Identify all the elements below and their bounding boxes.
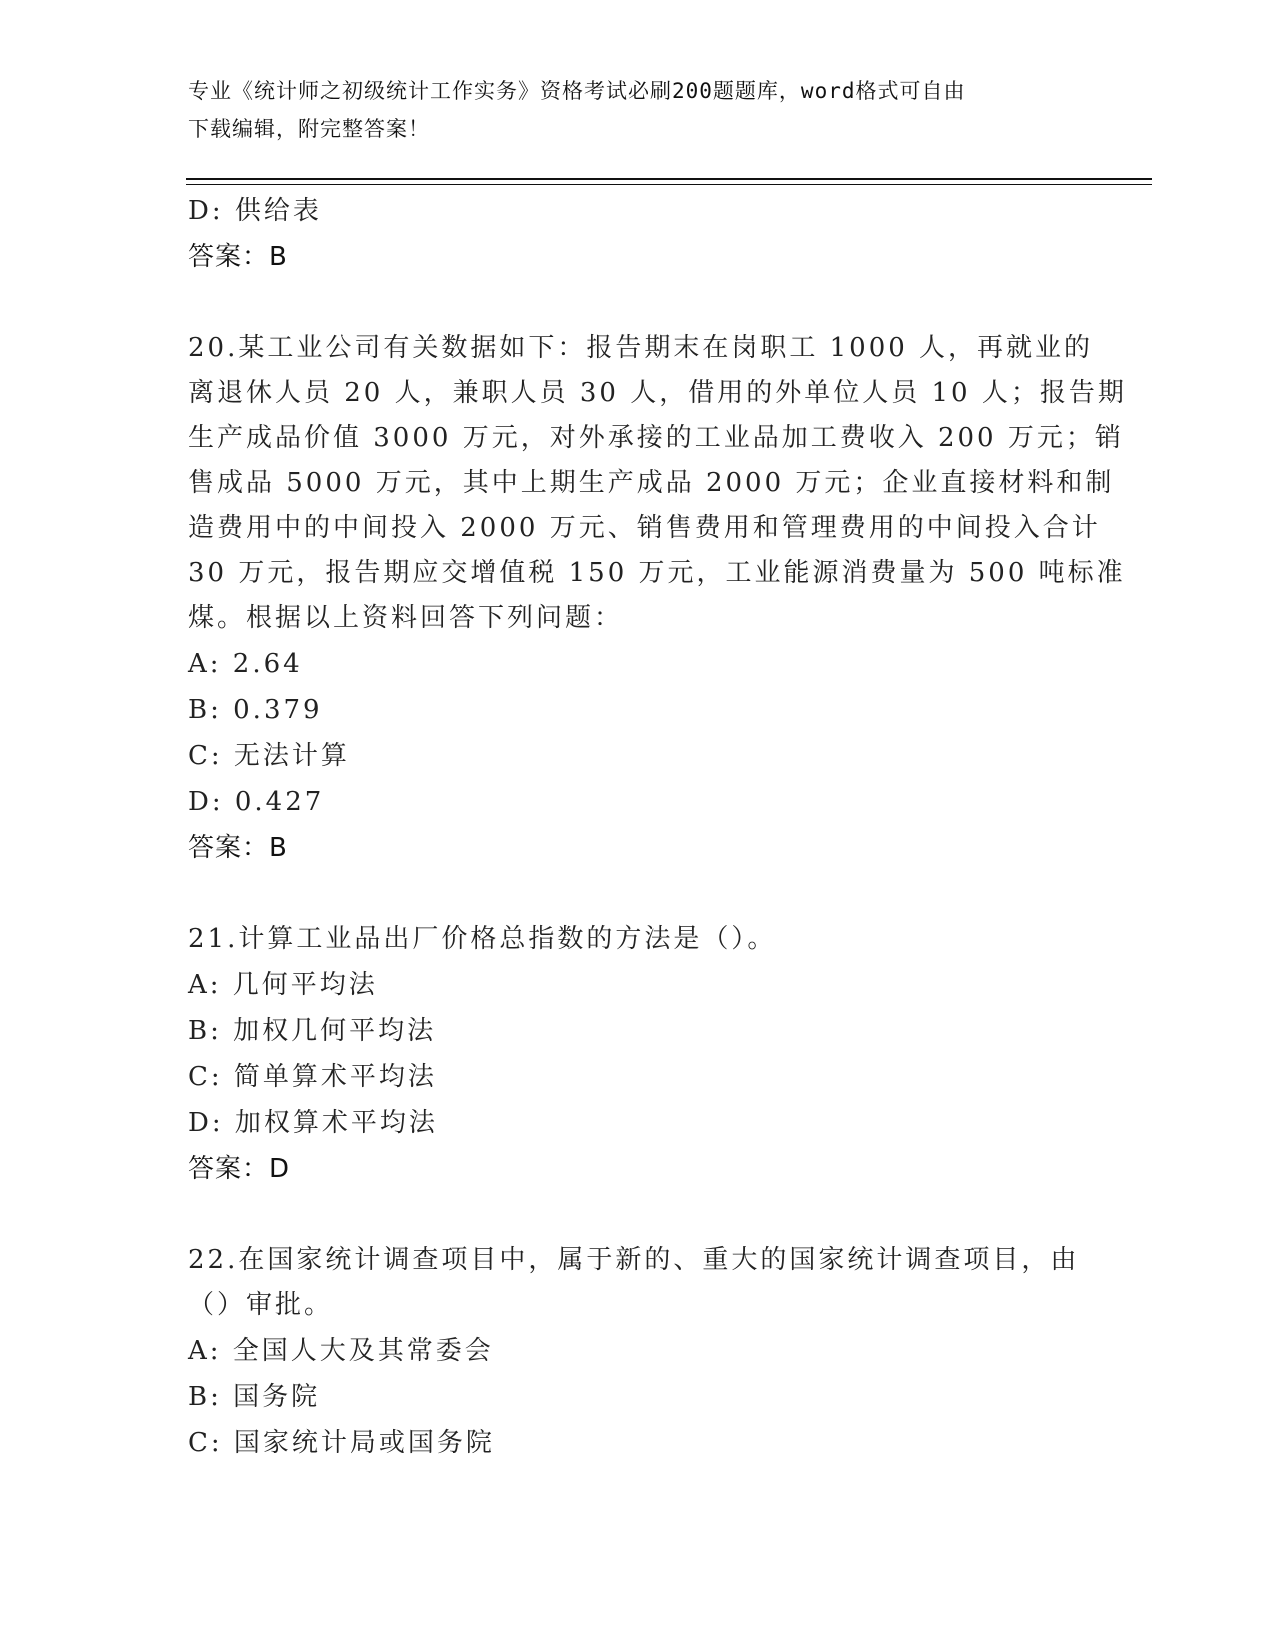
question-21-option-d: D: 加权算术平均法 bbox=[188, 1108, 438, 1138]
question-22-option-a: A: 全国人大及其常委会 bbox=[188, 1336, 494, 1366]
question-21-option-b: B: 加权几何平均法 bbox=[188, 1016, 437, 1046]
question-20-option-a: A: 2.64 bbox=[188, 649, 303, 679]
question-20-answer: 答案：B bbox=[188, 833, 288, 863]
question-20 bbox=[188, 326, 1127, 871]
question-22-line: 22.在国家统计调查项目中，属于新的、重大的国家统计调查项目，由 bbox=[188, 1245, 1080, 1275]
question-20-line: 造费用中的中间投入 2000 万元、销售费用和管理费用的中间投入合计 bbox=[188, 513, 1101, 543]
question-list bbox=[188, 188, 1127, 1466]
question-22-line: （）审批。 bbox=[188, 1290, 334, 1320]
prev-option-d: D: 供给表 bbox=[188, 196, 322, 226]
question-20-line: 离退休人员 20 人，兼职人员 30 人，借用的外单位人员 10 人；报告期 bbox=[188, 378, 1127, 408]
header-line-1: 专业《统计师之初级统计工作实务》资格考试必刷200题题库，word格式可自由 bbox=[188, 79, 966, 103]
question-22 bbox=[188, 1238, 1080, 1466]
question-21-option-a: A: 几何平均法 bbox=[188, 970, 378, 1000]
question-20-line: 煤。根据以上资料回答下列问题： bbox=[188, 603, 624, 633]
question-22-option-b: B: 国务院 bbox=[188, 1382, 321, 1412]
question-21-line: 21.计算工业品出厂价格总指数的方法是（）。 bbox=[188, 924, 777, 954]
question-21-answer: 答案：D bbox=[188, 1154, 291, 1184]
question-20-line: 20.某工业公司有关数据如下：报告期末在岗职工 1000 人，再就业的 bbox=[188, 333, 1094, 363]
header-divider-thin bbox=[186, 184, 1152, 185]
question-20-option-b: B: 0.379 bbox=[188, 695, 323, 725]
question-20-option-d: D: 0.427 bbox=[188, 787, 325, 817]
spacer bbox=[188, 280, 1068, 326]
document-header bbox=[188, 72, 1068, 148]
header-line-2: 下载编辑，附完整答案！ bbox=[188, 117, 430, 141]
header-divider-thick bbox=[186, 178, 1152, 180]
question-22-option-c: C: 国家统计局或国务院 bbox=[188, 1428, 495, 1458]
question-21 bbox=[188, 917, 1068, 1192]
question-20-line: 售成品 5000 万元，其中上期生产成品 2000 万元；企业直接材料和制 bbox=[188, 468, 1115, 498]
prev-answer: 答案：B bbox=[188, 242, 288, 272]
question-20-line: 30 万元，报告期应交增值税 150 万元，工业能源消费量为 500 吨标准 bbox=[188, 558, 1126, 588]
question-20-option-c: C: 无法计算 bbox=[188, 741, 350, 771]
question-20-line: 生产成品价值 3000 万元，对外承接的工业品加工费收入 200 万元；销 bbox=[188, 423, 1124, 453]
question-21-option-c: C: 简单算术平均法 bbox=[188, 1062, 437, 1092]
spacer bbox=[188, 871, 1068, 917]
spacer bbox=[188, 1192, 1068, 1238]
